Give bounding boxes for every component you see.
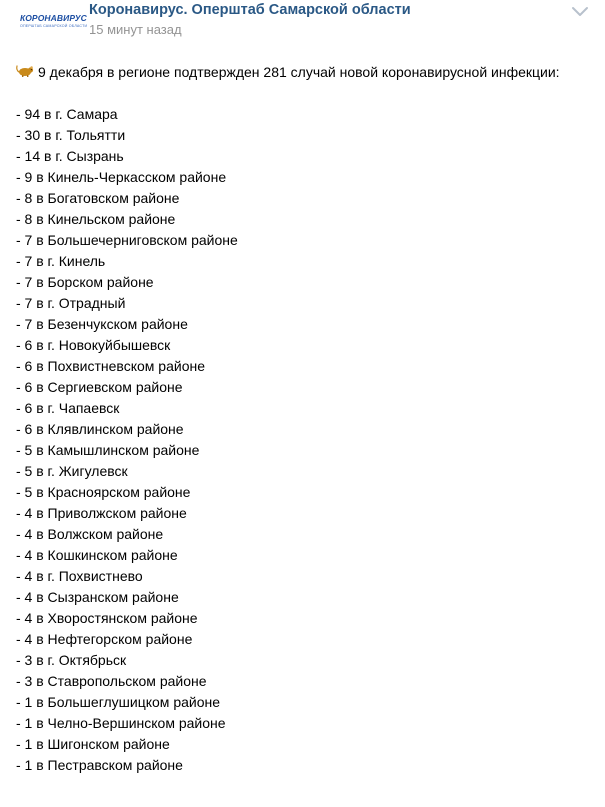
avatar-subtitle: ОПЕРШТАБ САМАРСКОЙ ОБЛАСТИ [20, 24, 88, 28]
list-item: - 4 в Волжском районе [16, 526, 164, 542]
list-item: - 4 в г. Похвистнево [16, 568, 143, 584]
list-item: - 1 в Шигонском районе [16, 736, 170, 752]
list-item: - 1 в Большеглушицком районе [16, 694, 221, 710]
list-item: - 4 в Хворостянском районе [16, 610, 198, 626]
list-item: - 5 в Камышлинском районе [16, 442, 200, 458]
list-item: - 7 в Безенчукском районе [16, 316, 188, 332]
list-item: - 3 в Ставропольском районе [16, 673, 207, 689]
list-item: - 4 в Приволжском районе [16, 505, 187, 521]
list-item: - 8 в Богатовском районе [16, 190, 180, 206]
list-item: - 7 в Большечерниговском районе [16, 232, 238, 248]
list-item: - 5 в г. Жигулевск [16, 463, 128, 479]
cases-list [16, 104, 576, 776]
list-item: - 94 в г. Самара [16, 106, 118, 122]
list-item: - 5 в Красноярском районе [16, 484, 191, 500]
list-item: - 1 в Челно-Вершинском районе [16, 715, 226, 731]
list-item: - 3 в г. Октябрьск [16, 652, 127, 668]
list-item: - 7 в г. Кинель [16, 253, 106, 269]
list-item: - 4 в Кошкинском районе [16, 547, 178, 563]
author-link[interactable]: Коронавирус. Оперштаб Самарской области [89, 2, 411, 18]
rat-emoji-icon [16, 64, 34, 78]
list-item: - 7 в Борском районе [16, 274, 154, 290]
list-item: - 7 в г. Отрадный [16, 295, 126, 311]
list-item: - 6 в Похвистневском районе [16, 358, 205, 374]
post-intro-text: 9 декабря в регионе подтвержден 281 случай новой коронавирусной инфекции: [38, 64, 560, 80]
post-header [16, 0, 605, 50]
list-item: - 6 в г. Новокуйбышевск [16, 337, 171, 353]
list-item: - 6 в Клявлинском районе [16, 421, 184, 437]
list-item: - 4 в Сызранском районе [16, 589, 179, 605]
chevron-down-icon[interactable] [571, 6, 589, 18]
list-item: - 30 в г. Тольятти [16, 127, 126, 143]
list-item: - 6 в Сергиевском районе [16, 379, 183, 395]
list-item: - 9 в Кинель-Черкасском районе [16, 169, 227, 185]
post-text [16, 62, 576, 776]
list-item: - 8 в Кинельском районе [16, 211, 176, 227]
post-intro [16, 62, 576, 83]
list-item: - 4 в Нефтегорском районе [16, 631, 193, 647]
community-avatar[interactable] [16, 2, 88, 42]
avatar-title: КОРОНАВИРУС [20, 13, 87, 23]
blank-line [16, 83, 576, 104]
post-time[interactable]: 15 минут назад [89, 22, 182, 37]
list-item: - 14 в г. Сызрань [16, 148, 124, 164]
list-item: - 6 в г. Чапаевск [16, 400, 120, 416]
list-item: - 1 в Пестравском районе [16, 757, 183, 773]
